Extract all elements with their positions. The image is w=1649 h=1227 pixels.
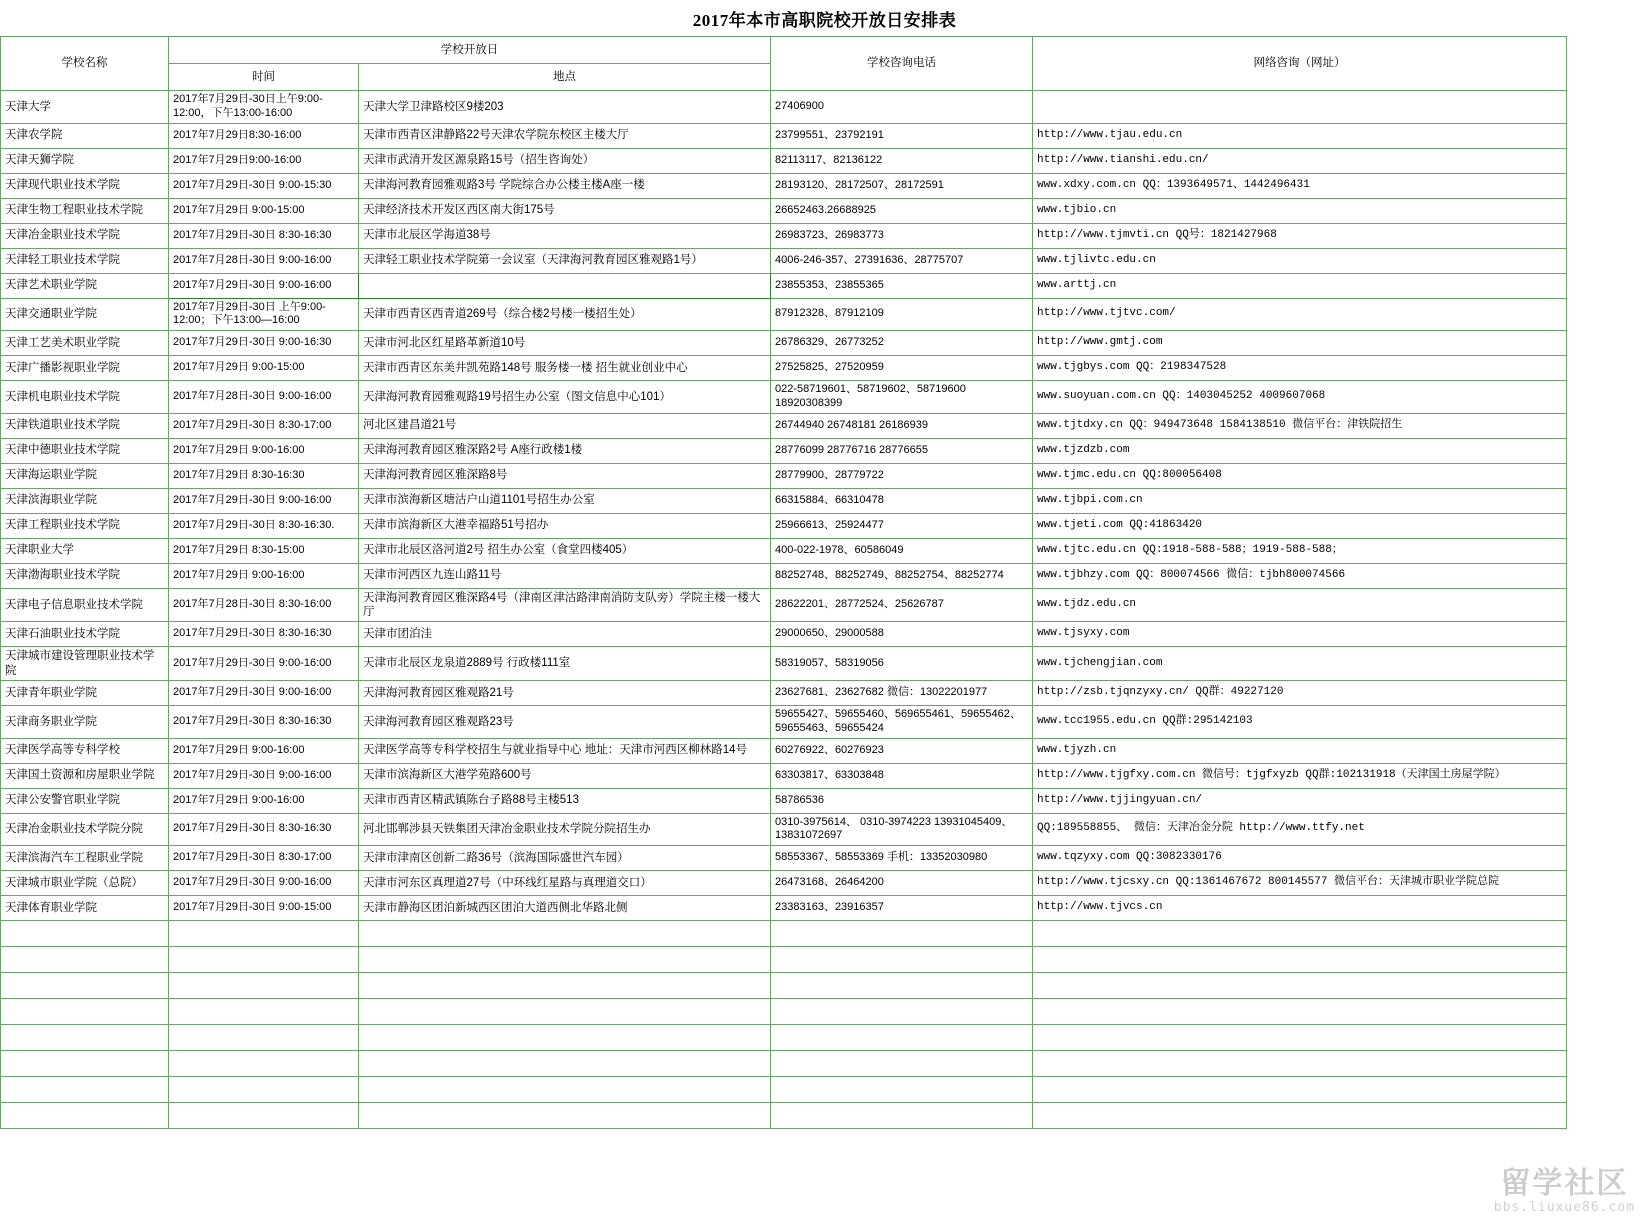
cell-website: www.tjchengjian.com	[1033, 647, 1567, 681]
table-row[interactable]	[1, 513, 1567, 538]
cell-empty	[359, 999, 771, 1025]
cell-phone: 59655427、59655460、569655461、59655462、59655463、59655424	[771, 706, 1033, 739]
table-row[interactable]	[1, 871, 1567, 896]
cell-school-name: 天津电子信息职业技术学院	[1, 588, 169, 622]
cell-school-name: 天津石油职业技术学院	[1, 622, 169, 647]
cell-empty	[1, 973, 169, 999]
cell-website: www.tjdz.edu.cn	[1033, 588, 1567, 622]
cell-open-time: 2017年7月29日-30日 8:30-17:00	[169, 846, 359, 871]
cell-phone: 66315884、66310478	[771, 488, 1033, 513]
cell-website: http://www.tjmvti.cn QQ号：1821427968	[1033, 223, 1567, 248]
cell-school-name: 天津医学高等专科学校	[1, 738, 169, 763]
cell-school-name: 天津大学	[1, 91, 169, 124]
table-row[interactable]	[1, 198, 1567, 223]
cell-open-time: 2017年7月29日 9:00-16:00	[169, 738, 359, 763]
cell-open-place: 天津海河教育园雅观路19号招生办公室（图文信息中心101）	[359, 381, 771, 414]
cell-school-name: 天津轻工职业技术学院	[1, 248, 169, 273]
cell-school-name: 天津滨海职业学院	[1, 488, 169, 513]
cell-open-time: 2017年7月29日 9:00-16:00	[169, 788, 359, 813]
cell-open-place: 天津市西青区西青道269号（综合楼2号楼一楼招生处）	[359, 298, 771, 331]
cell-open-place: 天津市西青区东美井凯苑路148号 服务楼一楼 招生就业创业中心	[359, 356, 771, 381]
cell-open-place: 天津市滨海新区塘沽户山道1101号招生办公室	[359, 488, 771, 513]
cell-open-time: 2017年7月29日-30日 8:30-16:30	[169, 622, 359, 647]
cell-empty	[359, 1051, 771, 1077]
cell-empty	[1033, 973, 1567, 999]
table-row-empty[interactable]	[1, 999, 1567, 1025]
cell-empty	[771, 1025, 1033, 1051]
cell-school-name: 天津工艺美术职业学院	[1, 331, 169, 356]
cell-website: www.tjgbys.com QQ：2198347528	[1033, 356, 1567, 381]
cell-open-place: 天津市北辰区洛河道2号 招生办公室（食堂四楼405）	[359, 538, 771, 563]
cell-school-name: 天津艺术职业学院	[1, 273, 169, 298]
cell-open-place: 天津大学卫津路校区9楼203	[359, 91, 771, 124]
table-row[interactable]	[1, 896, 1567, 921]
cell-empty	[771, 1051, 1033, 1077]
cell-school-name: 天津广播影视职业学院	[1, 356, 169, 381]
cell-empty	[771, 1077, 1033, 1103]
cell-open-place: 天津市西青区精武镇陈台子路88号主楼513	[359, 788, 771, 813]
cell-school-name: 天津冶金职业技术学院分院	[1, 813, 169, 846]
cell-school-name: 天津冶金职业技术学院	[1, 223, 169, 248]
cell-school-name: 天津工程职业技术学院	[1, 513, 169, 538]
cell-website: www.tqzyxy.com QQ:3082330176	[1033, 846, 1567, 871]
table-row[interactable]	[1, 356, 1567, 381]
table-row[interactable]	[1, 273, 1567, 298]
cell-open-time: 2017年7月29日-30日 8:30-17:00	[169, 413, 359, 438]
cell-phone: 400-022-1978、60586049	[771, 538, 1033, 563]
column-header-tel: 学校咨询电话	[771, 37, 1033, 91]
cell-website: http://www.tjau.edu.cn	[1033, 123, 1567, 148]
cell-school-name: 天津国土资源和房屋职业学院	[1, 763, 169, 788]
cell-website: www.tjtdxy.cn QQ：949473648 1584138510 微信平台：津铁院招生	[1033, 413, 1567, 438]
table-row-empty[interactable]	[1, 1103, 1567, 1129]
cell-phone: 23799551、23792191	[771, 123, 1033, 148]
cell-phone: 82113117、82136122	[771, 148, 1033, 173]
cell-open-time: 2017年7月29日 9:00-15:00	[169, 198, 359, 223]
cell-empty	[1, 1051, 169, 1077]
cell-website: www.tjsyxy.com	[1033, 622, 1567, 647]
cell-open-place: 天津市津南区创新二路36号（滨海国际盛世汽车园）	[359, 846, 771, 871]
cell-open-time: 2017年7月29日-30日 9:00-16:00	[169, 488, 359, 513]
watermark-sub-text: bbs.liuxue86.com	[1493, 1200, 1635, 1215]
cell-phone: 27406900	[771, 91, 1033, 124]
table-row[interactable]	[1, 588, 1567, 622]
cell-school-name: 天津公安警官职业学院	[1, 788, 169, 813]
cell-empty	[1, 1025, 169, 1051]
cell-open-time: 2017年7月28日-30日 9:00-16:00	[169, 381, 359, 414]
cell-open-time: 2017年7月29日-30日 8:30-16:30.	[169, 513, 359, 538]
cell-open-time: 2017年7月29日-30日 8:30-16:30	[169, 706, 359, 739]
cell-website: www.suoyuan.com.cn QQ：1403045252 4009607068	[1033, 381, 1567, 414]
cell-open-place: 天津市北辰区学海道38号	[359, 223, 771, 248]
table-row[interactable]	[1, 331, 1567, 356]
cell-website: www.tjlivtc.edu.cn	[1033, 248, 1567, 273]
cell-open-time: 2017年7月29日-30日 9:00-15:00	[169, 896, 359, 921]
cell-open-time: 2017年7月29日-30日 9:00-16:00	[169, 763, 359, 788]
cell-school-name: 天津农学院	[1, 123, 169, 148]
cell-open-time: 2017年7月29日 9:00-16:00	[169, 438, 359, 463]
cell-open-time: 2017年7月29日-30日 9:00-16:00	[169, 273, 359, 298]
table-row[interactable]	[1, 681, 1567, 706]
cell-open-time: 2017年7月28日-30日 9:00-16:00	[169, 248, 359, 273]
cell-website: http://www.tjtvc.com/	[1033, 298, 1567, 331]
table-row[interactable]	[1, 223, 1567, 248]
cell-empty	[1, 921, 169, 947]
cell-empty	[169, 973, 359, 999]
cell-website: QQ:189558855、 微信：天津冶金分院 http://www.ttfy.net	[1033, 813, 1567, 846]
cell-empty	[1033, 1025, 1567, 1051]
cell-phone: 26744940 26748181 26186939	[771, 413, 1033, 438]
cell-empty	[1033, 1103, 1567, 1129]
cell-phone: 58553367、58553369 手机：13352030980	[771, 846, 1033, 871]
table-row[interactable]	[1, 538, 1567, 563]
cell-open-time: 2017年7月28日-30日 8:30-16:00	[169, 588, 359, 622]
cell-empty	[1033, 1051, 1567, 1077]
table-row-empty[interactable]	[1, 921, 1567, 947]
cell-empty	[771, 921, 1033, 947]
table-row[interactable]	[1, 738, 1567, 763]
table-row[interactable]	[1, 488, 1567, 513]
cell-website: www.tcc1955.edu.cn QQ群:295142103	[1033, 706, 1567, 739]
cell-open-place: 天津海河教育园区雅深路4号（津南区津沽路津南消防支队旁）学院主楼一楼大厅	[359, 588, 771, 622]
cell-school-name: 天津城市建设管理职业技术学院	[1, 647, 169, 681]
cell-empty	[169, 1077, 359, 1103]
cell-phone: 022-58719601、58719602、58719600 18920308399	[771, 381, 1033, 414]
column-header-openday: 学校开放日	[169, 37, 771, 64]
cell-website: www.tjyzh.cn	[1033, 738, 1567, 763]
cell-open-time: 2017年7月29日 8:30-15:00	[169, 538, 359, 563]
cell-phone: 58786536	[771, 788, 1033, 813]
table-row-empty[interactable]	[1, 973, 1567, 999]
cell-empty	[359, 1077, 771, 1103]
cell-phone: 23855353、23855365	[771, 273, 1033, 298]
cell-website: http://www.tjcsxy.cn QQ:1361467672 800145577 微信平台：天津城市职业学院总院	[1033, 871, 1567, 896]
cell-open-time: 2017年7月29日-30日 9:00-15:30	[169, 173, 359, 198]
cell-open-place: 天津海河教育园区雅观路23号	[359, 706, 771, 739]
cell-empty	[1, 1103, 169, 1129]
cell-open-place: 天津市西青区津静路22号天津农学院东校区主楼大厅	[359, 123, 771, 148]
cell-open-place: 天津市静海区团泊新城西区团泊大道西侧北华路北侧	[359, 896, 771, 921]
cell-website: http://zsb.tjqnzyxy.cn/ QQ群：49227120	[1033, 681, 1567, 706]
cell-open-place: 天津市河东区真理道27号（中环线红星路与真理道交口）	[359, 871, 771, 896]
cell-phone: 0310-3975614、 0310-3974223 13931045409、 13831072697	[771, 813, 1033, 846]
cell-open-time: 2017年7月29日-30日 上午9:00-12:00；下午13:00—16:00	[169, 298, 359, 331]
cell-phone: 26786329、26773252	[771, 331, 1033, 356]
cell-phone: 26652463.26688925	[771, 198, 1033, 223]
cell-empty	[169, 1103, 359, 1129]
cell-open-time: 2017年7月29日-30日 9:00-16:30	[169, 331, 359, 356]
cell-open-place	[359, 273, 771, 298]
cell-open-place: 天津市河北区红星路革新道10号	[359, 331, 771, 356]
cell-school-name: 天津生物工程职业技术学院	[1, 198, 169, 223]
cell-empty	[771, 973, 1033, 999]
cell-open-time: 2017年7月29日 8:30-16:30	[169, 463, 359, 488]
cell-open-time: 2017年7月29日 9:00-15:00	[169, 356, 359, 381]
table-row[interactable]	[1, 248, 1567, 273]
table-row[interactable]	[1, 647, 1567, 681]
cell-phone: 23383163、23916357	[771, 896, 1033, 921]
cell-school-name: 天津城市职业学院（总院）	[1, 871, 169, 896]
cell-empty	[771, 999, 1033, 1025]
cell-phone: 58319057、58319056	[771, 647, 1033, 681]
open-day-schedule-table	[0, 36, 1567, 1129]
cell-website: www.tjbhzy.com QQ：800074566 微信：tjbh800074566	[1033, 563, 1567, 588]
cell-website: www.tjeti.com QQ:41863420	[1033, 513, 1567, 538]
cell-open-place: 天津海河教育园区雅观路21号	[359, 681, 771, 706]
cell-website: http://www.tianshi.edu.cn/	[1033, 148, 1567, 173]
cell-empty	[771, 1103, 1033, 1129]
cell-empty	[169, 947, 359, 973]
cell-open-place: 天津市河西区九连山路11号	[359, 563, 771, 588]
table-row-empty[interactable]	[1, 1077, 1567, 1103]
cell-phone: 4006-246-357、27391636、28775707	[771, 248, 1033, 273]
cell-empty	[169, 921, 359, 947]
cell-phone: 25966613、25924477	[771, 513, 1033, 538]
cell-empty	[1033, 947, 1567, 973]
table-row[interactable]	[1, 763, 1567, 788]
cell-school-name: 天津商务职业学院	[1, 706, 169, 739]
cell-open-place: 天津海河教育园雅观路3号 学院综合办公楼主楼A座一楼	[359, 173, 771, 198]
cell-school-name: 天津交通职业学院	[1, 298, 169, 331]
cell-phone: 27525825、27520959	[771, 356, 1033, 381]
cell-open-place: 天津海河教育园区雅深路8号	[359, 463, 771, 488]
cell-open-place: 天津市团泊洼	[359, 622, 771, 647]
table-row-empty[interactable]	[1, 1025, 1567, 1051]
cell-open-place: 天津市北辰区龙泉道2889号 行政楼111室	[359, 647, 771, 681]
cell-website: http://www.tjjingyuan.cn/	[1033, 788, 1567, 813]
cell-website	[1033, 91, 1567, 124]
cell-empty	[359, 1103, 771, 1129]
table-row[interactable]	[1, 298, 1567, 331]
cell-school-name: 天津滨海汽车工程职业学院	[1, 846, 169, 871]
table-row[interactable]	[1, 846, 1567, 871]
cell-open-place: 天津轻工职业技术学院第一会议室（天津海河教育园区雅观路1号）	[359, 248, 771, 273]
cell-open-time: 2017年7月29日-30日 9:00-16:00	[169, 647, 359, 681]
cell-open-time: 2017年7月29日8:30-16:00	[169, 123, 359, 148]
cell-open-time: 2017年7月29日-30日 9:00-16:00	[169, 681, 359, 706]
cell-open-time: 2017年7月29日-30日 9:00-16:00	[169, 871, 359, 896]
cell-website: www.tjzdzb.com	[1033, 438, 1567, 463]
cell-empty	[771, 947, 1033, 973]
table-row[interactable]	[1, 563, 1567, 588]
cell-open-place: 天津医学高等专科学校招生与就业指导中心 地址：天津市河西区柳林路14号	[359, 738, 771, 763]
table-row[interactable]	[1, 622, 1567, 647]
cell-school-name: 天津机电职业技术学院	[1, 381, 169, 414]
cell-school-name: 天津中德职业技术学院	[1, 438, 169, 463]
table-row[interactable]	[1, 706, 1567, 739]
cell-empty	[359, 921, 771, 947]
cell-school-name: 天津青年职业学院	[1, 681, 169, 706]
table-row[interactable]	[1, 123, 1567, 148]
table-row[interactable]	[1, 438, 1567, 463]
cell-open-place: 天津市滨海新区大港学苑路600号	[359, 763, 771, 788]
cell-empty	[1033, 999, 1567, 1025]
cell-school-name: 天津天狮学院	[1, 148, 169, 173]
table-row[interactable]	[1, 463, 1567, 488]
table-row-empty[interactable]	[1, 1051, 1567, 1077]
column-header-place: 地点	[359, 64, 771, 91]
table-row[interactable]	[1, 173, 1567, 198]
cell-phone: 28776099 28776716 28776655	[771, 438, 1033, 463]
cell-website: www.tjbpi.com.cn	[1033, 488, 1567, 513]
cell-empty	[359, 947, 771, 973]
cell-open-place: 河北区建昌道21号	[359, 413, 771, 438]
cell-open-time: 2017年7月29日-30日 8:30-16:30	[169, 813, 359, 846]
cell-phone: 88252748、88252749、88252754、88252774	[771, 563, 1033, 588]
cell-empty	[359, 1025, 771, 1051]
column-header-time: 时间	[169, 64, 359, 91]
cell-school-name: 天津现代职业技术学院	[1, 173, 169, 198]
table-body	[1, 91, 1567, 1129]
cell-open-place: 河北邯郸涉县天铁集团天津冶金职业技术学院分院招生办	[359, 813, 771, 846]
cell-website: www.xdxy.com.cn QQ：1393649571、1442496431	[1033, 173, 1567, 198]
cell-empty	[359, 973, 771, 999]
table-row[interactable]	[1, 413, 1567, 438]
table-row[interactable]	[1, 788, 1567, 813]
cell-empty	[169, 1051, 359, 1077]
cell-website: www.tjtc.edu.cn QQ:1918-588-588；1919-588-588；	[1033, 538, 1567, 563]
cell-phone: 60276922、60276923	[771, 738, 1033, 763]
cell-empty	[1033, 1077, 1567, 1103]
cell-phone: 87912328、87912109	[771, 298, 1033, 331]
table-row[interactable]	[1, 381, 1567, 414]
cell-phone: 23627681、23627682 微信：13022201977	[771, 681, 1033, 706]
cell-school-name: 天津海运职业学院	[1, 463, 169, 488]
cell-open-place: 天津经济技术开发区西区南大街175号	[359, 198, 771, 223]
cell-open-place: 天津市滨海新区大港幸福路51号招办	[359, 513, 771, 538]
table-header	[1, 37, 1567, 91]
cell-empty	[169, 999, 359, 1025]
cell-phone: 29000650、29000588	[771, 622, 1033, 647]
cell-website: www.tjbio.cn	[1033, 198, 1567, 223]
cell-phone: 63303817、63303848	[771, 763, 1033, 788]
table-row[interactable]	[1, 91, 1567, 124]
cell-empty	[1, 999, 169, 1025]
cell-open-time: 2017年7月29日 9:00-16:00	[169, 563, 359, 588]
cell-phone: 28779900、28779722	[771, 463, 1033, 488]
cell-school-name: 天津渤海职业技术学院	[1, 563, 169, 588]
column-header-school: 学校名称	[1, 37, 169, 91]
cell-website: http://www.gmtj.com	[1033, 331, 1567, 356]
cell-empty	[1, 1077, 169, 1103]
table-row-empty[interactable]	[1, 947, 1567, 973]
cell-school-name: 天津体育职业学院	[1, 896, 169, 921]
cell-website: http://www.tjgfxy.com.cn 微信号：tjgfxyzb QQ群:102131918（天津国土房屋学院）	[1033, 763, 1567, 788]
watermark	[1494, 1158, 1635, 1215]
cell-website: http://www.tjvcs.cn	[1033, 896, 1567, 921]
cell-phone: 28193120、28172507、28172591	[771, 173, 1033, 198]
watermark-main-text: 留学社区	[1500, 1166, 1629, 1201]
cell-website: www.tjmc.edu.cn QQ:800056408	[1033, 463, 1567, 488]
cell-open-place: 天津市武清开发区源泉路15号（招生咨询处）	[359, 148, 771, 173]
column-header-web: 网络咨询（网址）	[1033, 37, 1567, 91]
table-row[interactable]	[1, 148, 1567, 173]
cell-empty	[169, 1025, 359, 1051]
cell-empty	[1, 947, 169, 973]
cell-school-name: 天津铁道职业技术学院	[1, 413, 169, 438]
cell-open-time: 2017年7月29日9:00-16:00	[169, 148, 359, 173]
page-title: 2017年本市高职院校开放日安排表	[692, 11, 957, 30]
cell-phone: 28622201、28772524、25626787	[771, 588, 1033, 622]
cell-open-time: 2017年7月29日-30日上午9:00-12:00，下午13:00-16:00	[169, 91, 359, 124]
cell-open-place: 天津海河教育园区雅深路2号 A座行政楼1楼	[359, 438, 771, 463]
cell-empty	[1033, 921, 1567, 947]
cell-open-time: 2017年7月29日-30日 8:30-16:30	[169, 223, 359, 248]
cell-phone: 26473168、26464200	[771, 871, 1033, 896]
table-row[interactable]	[1, 813, 1567, 846]
cell-school-name: 天津职业大学	[1, 538, 169, 563]
cell-website: www.arttj.cn	[1033, 273, 1567, 298]
cell-phone: 26983723、26983773	[771, 223, 1033, 248]
